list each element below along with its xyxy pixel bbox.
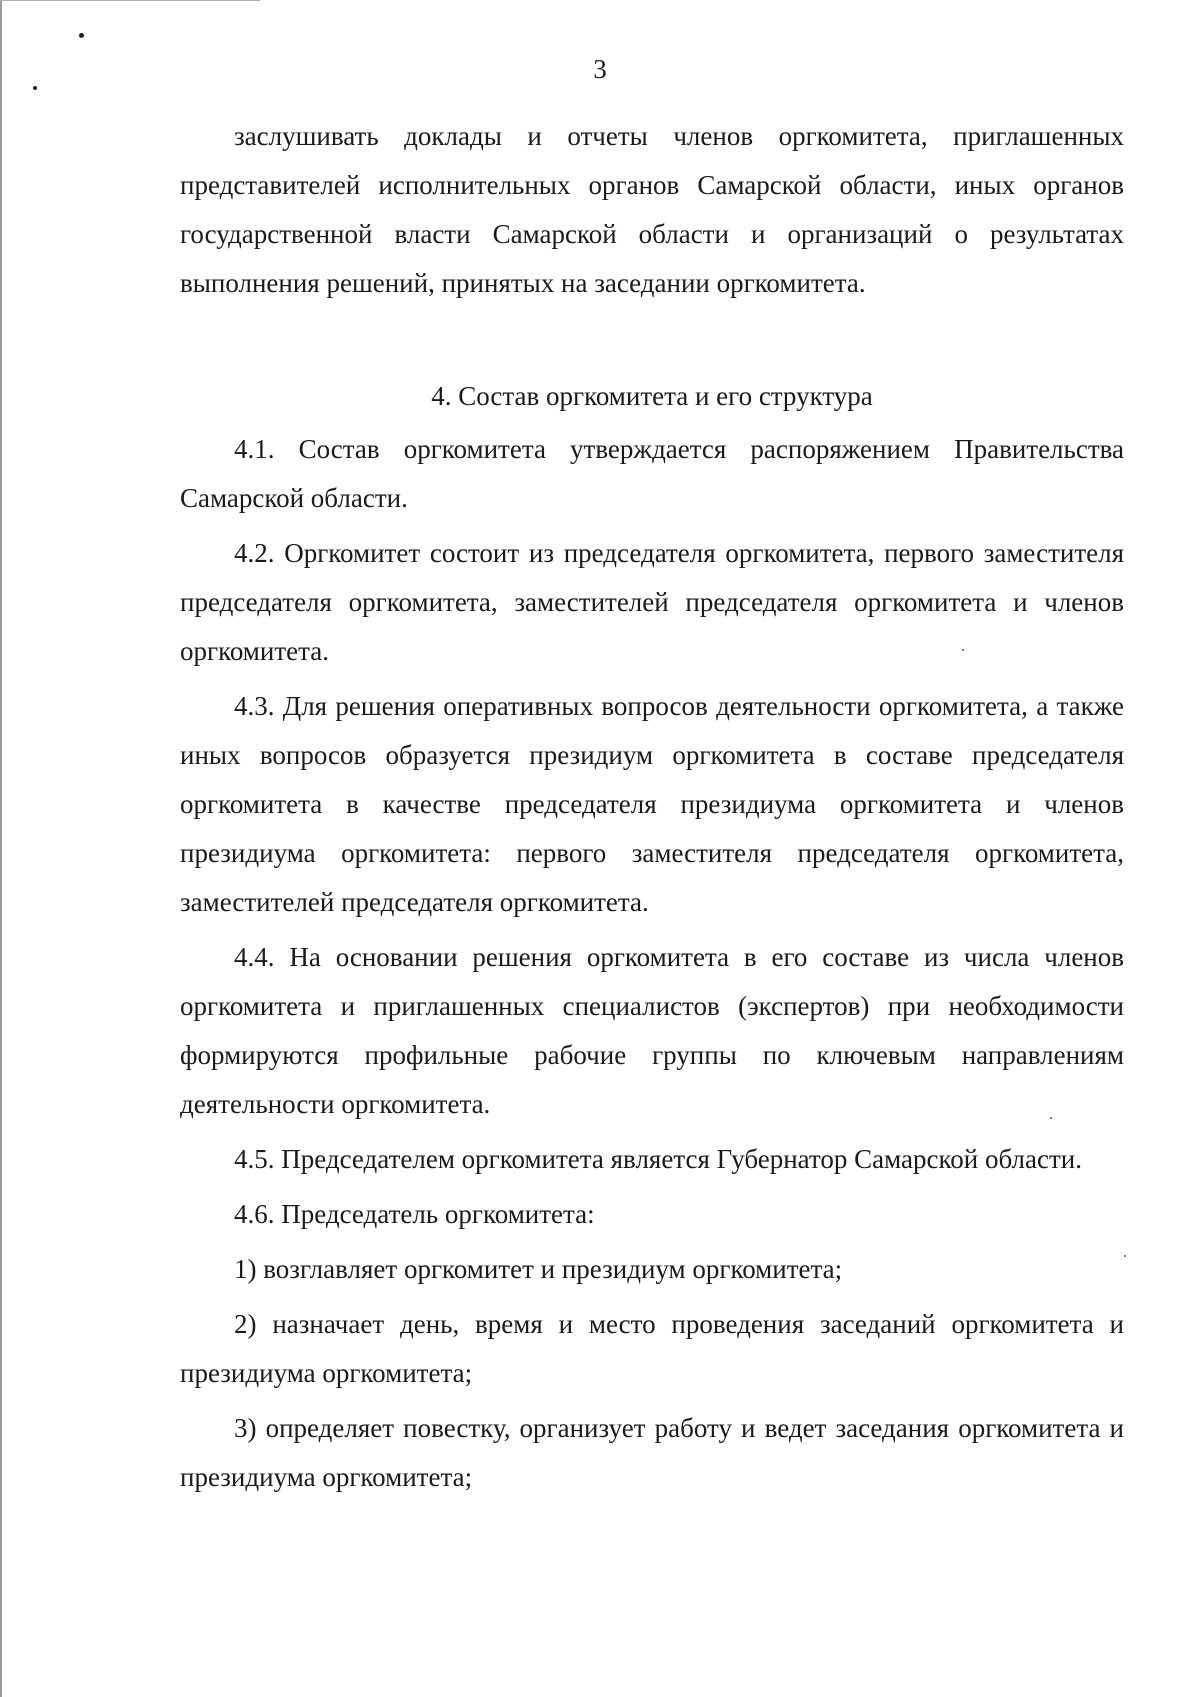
list-item-1: 1) возглавляет оргкомитет и президиум оргкомитета; [234,1254,843,1284]
scan-top-edge [0,0,260,1]
clause-4-5: 4.5. Председателем оргкомитета является Губернатор Самарской области. [234,1144,1082,1174]
list-item-2: 2) назначает день, время и место проведения заседаний оргкомитета и президиума оргкомитета; [180,1309,1124,1388]
section-heading: 4. Состав оргкомитета и его структура [431,381,873,411]
scan-left-edge [0,0,2,1697]
scan-speck [79,33,84,38]
clause-4-2: 4.2. Оргкомитет состоит из председателя оргкомитета, первого заместителя председателя оргкомитета, заместителей председателя оргкомитета и членов оргкомитета. [180,538,1124,666]
clause-4-1: 4.1. Состав оргкомитета утверждается распоряжением Правительства Самарской области. [180,434,1124,513]
page-number: 3 [593,54,607,84]
paragraph-hearing-reports: заслушивать доклады и отчеты членов оргкомитета, приглашенных представителей исполнительных органов Самарской области, иных органов государственной власти Самарской области и организаций о результатах выполнения решений, принятых на заседании оргкомитета. [180,121,1124,298]
scan-speck [1124,1255,1126,1257]
list-item-3: 3) определяет повестку, организует работу и ведет заседания оргкомитета и президиума оргкомитета; [180,1413,1124,1492]
clause-4-3: 4.3. Для решения оперативных вопросов деятельности оргкомитета, а также иных вопросов образуется президиум оргкомитета в составе председателя оргкомитета в качестве председателя президиума оргкомитета и членов президиума оргкомитета: первого заместителя председателя оргкомитета, заместителей председателя оргкомитета. [180,691,1124,917]
document-body [180,112,1124,1502]
clause-4-4: 4.4. На основании решения оргкомитета в его составе из числа членов оргкомитета и приглашенных специалистов (экспертов) при необходимости формируются профильные рабочие группы по ключевым направлениям деятельности оргкомитета. [180,942,1124,1119]
clause-4-6: 4.6. Председатель оргкомитета: [234,1199,595,1229]
